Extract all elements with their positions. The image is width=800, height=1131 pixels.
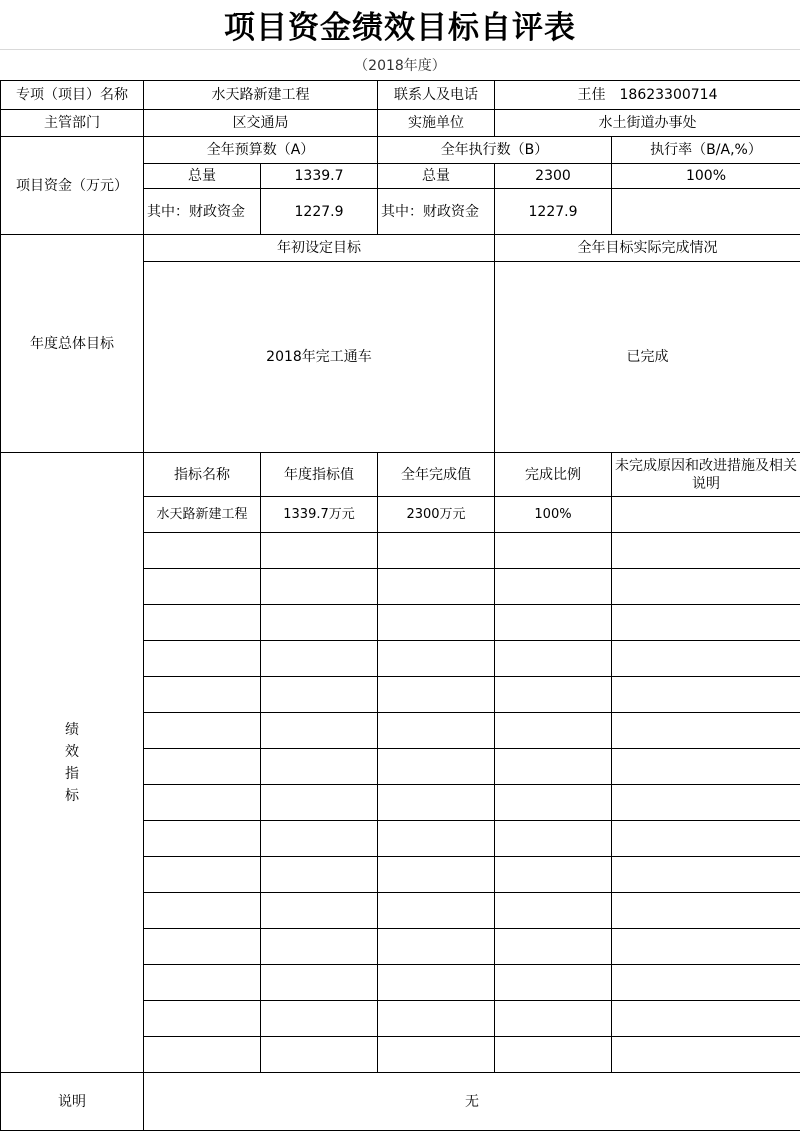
contact-label: 联系人及电话 — [378, 81, 495, 110]
indicator-name: 水天路新建工程 — [144, 497, 261, 533]
exec-total-label: 总量 — [378, 164, 495, 189]
col-header-annual-value: 年度指标值 — [261, 453, 378, 497]
note-value: 无 — [144, 1073, 800, 1131]
budget-fiscal-value: 1227.9 — [261, 189, 378, 235]
funds-label: 项目资金（万元） — [1, 137, 144, 235]
performance-label-char: 绩 — [4, 719, 140, 741]
rate-header: 执行率（B/A,%） — [612, 137, 800, 164]
indicator-reason — [612, 497, 800, 533]
budget-total-label: 总量 — [144, 164, 261, 189]
page-subtitle: （2018年度） — [0, 50, 800, 80]
budget-fiscal-label: 其中：财政资金 — [144, 189, 261, 235]
empty-cell — [612, 189, 800, 235]
col-header-indicator: 指标名称 — [144, 453, 261, 497]
col-header-completion-ratio: 完成比例 — [495, 453, 612, 497]
dept-label: 主管部门 — [1, 110, 144, 137]
exec-header: 全年执行数（B） — [378, 137, 612, 164]
col-header-completed-value: 全年完成值 — [378, 453, 495, 497]
annual-goal-label: 年度总体目标 — [1, 235, 144, 453]
performance-label-char: 指 — [4, 763, 140, 785]
impl-unit-value: 水土街道办事处 — [495, 110, 800, 137]
goal-actual-value: 已完成 — [495, 262, 800, 453]
goal-set-header: 年初设定目标 — [144, 235, 495, 262]
exec-rate-value: 100% — [612, 164, 800, 189]
dept-value: 区交通局 — [144, 110, 378, 137]
exec-total-value: 2300 — [495, 164, 612, 189]
self-evaluation-table — [0, 80, 800, 1131]
goal-actual-header: 全年目标实际完成情况 — [495, 235, 800, 262]
exec-fiscal-value: 1227.9 — [495, 189, 612, 235]
indicator-ratio: 100% — [495, 497, 612, 533]
impl-unit-label: 实施单位 — [378, 110, 495, 137]
indicator-annual-value: 1339.7万元 — [261, 497, 378, 533]
budget-total-value: 1339.7 — [261, 164, 378, 189]
col-header-reasons: 未完成原因和改进措施及相关说明 — [612, 453, 800, 497]
note-label: 说明 — [1, 1073, 144, 1131]
performance-label-char: 效 — [4, 741, 140, 763]
budget-header: 全年预算数（A） — [144, 137, 378, 164]
indicator-completed-value: 2300万元 — [378, 497, 495, 533]
project-name-label: 专项（项目）名称 — [1, 81, 144, 110]
exec-fiscal-label: 其中：财政资金 — [378, 189, 495, 235]
performance-label-char: 标 — [4, 785, 140, 807]
page-title: 项目资金绩效目标自评表 — [0, 0, 800, 50]
project-name-value: 水天路新建工程 — [144, 81, 378, 110]
goal-set-value: 2018年完工通车 — [144, 262, 495, 453]
performance-label — [1, 453, 144, 1073]
contact-value: 王佳 18623300714 — [495, 81, 800, 110]
